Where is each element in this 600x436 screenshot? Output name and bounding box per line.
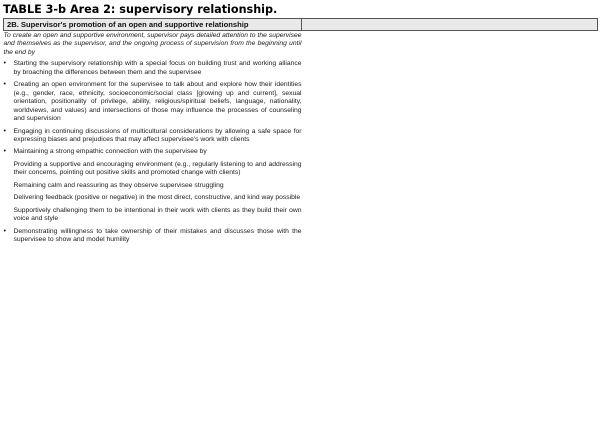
bullet-marker: • bbox=[3, 227, 6, 235]
bullet-marker: • bbox=[3, 127, 6, 135]
sub-item bbox=[4, 182, 302, 190]
sub-item bbox=[4, 194, 302, 202]
item-text: Maintaining a strong empathic connection with the supervisee by bbox=[13, 148, 207, 156]
cell-content bbox=[4, 32, 302, 245]
table-title: TABLE 3-b Area 2: supervisory relationship. bbox=[3, 3, 278, 16]
item-list bbox=[4, 60, 302, 244]
item-text: Starting the supervisory relationship with a special focus on building trust and working alliance by broaching the differences between them and the supervisee bbox=[13, 60, 302, 76]
bullet-item bbox=[4, 60, 302, 77]
supervisory-relationship-table bbox=[3, 18, 598, 249]
bullet-item bbox=[4, 148, 302, 156]
bullet-item bbox=[4, 228, 302, 245]
bullet-marker: • bbox=[3, 148, 6, 156]
item-text: Providing a supportive and encouraging environment (e.g., regularly listening to and addressing their concerns, pointing out positive skills and promoted change with clients) bbox=[13, 160, 302, 177]
bullet-item bbox=[4, 81, 302, 123]
item-text: Engaging in continuing discussions of multicultural considerations by allowing a safe space for expressing biases and prejudices that may affect supervisee's work with clients bbox=[13, 127, 302, 143]
intro-text: To create an open and supportive environment, supervisor pays detailed attention to the supervisee and themselves as the supervisor, and the ongoing process of supervision from the beginning until the end by bbox=[3, 32, 302, 56]
table-header-right bbox=[302, 19, 598, 31]
item-text: Remaining calm and reassuring as they observe supervisee struggling bbox=[13, 181, 224, 189]
table-empty-cell bbox=[302, 31, 598, 249]
bullet-marker: • bbox=[3, 60, 6, 68]
item-text: Delivering feedback (positive or negative) in the most direct, constructive, and kind way possible bbox=[13, 194, 301, 202]
item-text: Supportively challenging them to be intentional in their work with clients as they build their own voice and style bbox=[13, 206, 302, 223]
item-text: Demonstrating willingness to take ownership of their mistakes and discusses those with the supervisee to show and model humility bbox=[13, 227, 302, 244]
table-header-row bbox=[4, 19, 598, 31]
bullet-marker: • bbox=[3, 81, 6, 89]
table-body-row bbox=[4, 31, 598, 249]
bullet-item bbox=[4, 128, 302, 145]
table-content-cell bbox=[4, 31, 302, 249]
item-text: Creating an open environment for the supervisee to talk about and explore how their identities (e.g., gender, race, ethnicity, socioeconomic/social class [growing up and current], sexual orientation, positionality of privilege, ability, religious/spiritual beliefs, language, nationality, worldviews, and values) and intersections of those may influence the processes of counseling and supervision bbox=[13, 81, 302, 123]
table-header-left: 2B. Supervisor's promotion of an open and supportive relationship bbox=[4, 19, 302, 31]
sub-item bbox=[4, 161, 302, 178]
sub-item bbox=[4, 207, 302, 224]
